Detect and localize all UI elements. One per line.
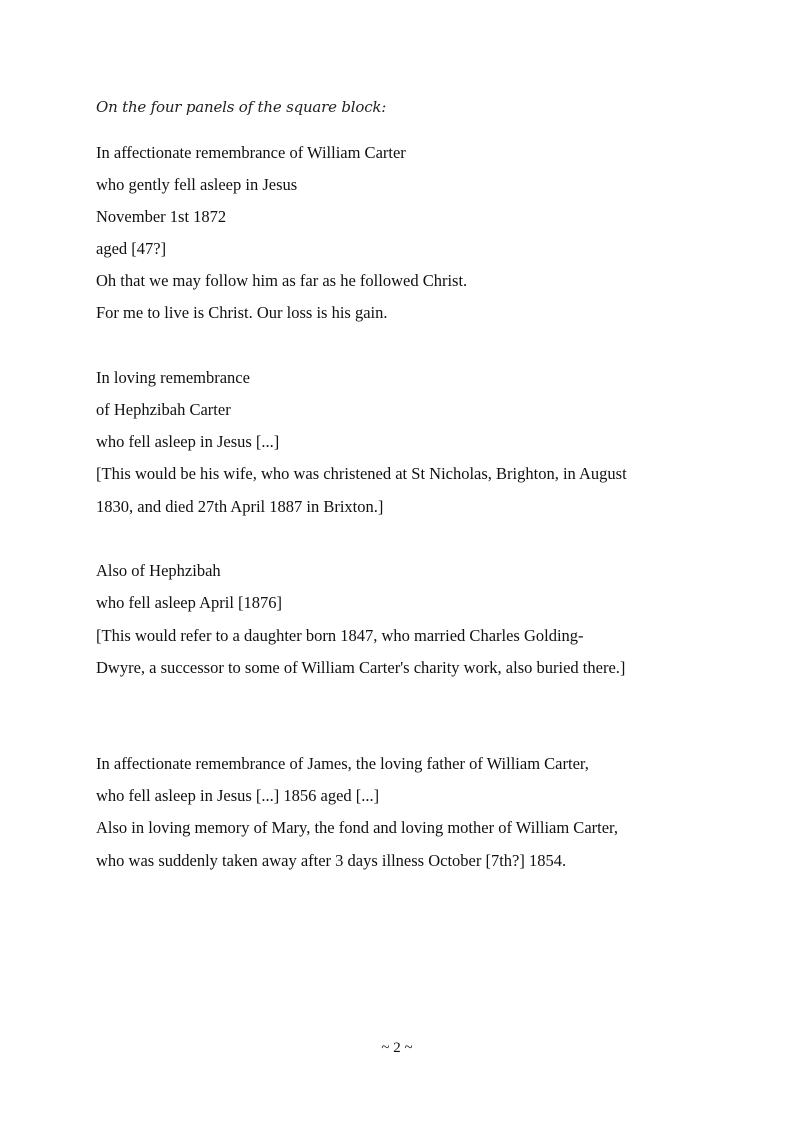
inscription-line: In affectionate remembrance of William Carter xyxy=(96,143,406,162)
inscription-line: of Hephzibah Carter xyxy=(96,400,231,419)
inscription-line: who fell asleep in Jesus [...] 1856 aged [...] xyxy=(96,786,380,805)
inscription-line: Also in loving memory of Mary, the fond and loving mother of William Carter, xyxy=(96,818,618,837)
inscription-line: who was suddenly taken away after 3 days illness October [7th?] 1854. xyxy=(96,851,567,870)
inscription-line: In loving remembrance xyxy=(96,368,250,387)
inscription-line: who fell asleep in Jesus [...] xyxy=(96,432,280,451)
editor-note: 1830, and died 27th April 1887 in Brixton.] xyxy=(96,497,384,516)
inscription-line: For me to live is Christ. Our loss is his gain. xyxy=(96,303,388,322)
inscription-line: who fell asleep April [1876] xyxy=(96,593,283,612)
inscription-line: November 1st 1872 xyxy=(96,207,227,226)
page-number: ~ 2 ~ xyxy=(381,1040,413,1056)
inscription-line: Oh that we may follow him as far as he followed Christ. xyxy=(96,271,468,290)
inscription-line: who gently fell asleep in Jesus xyxy=(96,175,298,194)
inscription-line: aged [47?] xyxy=(96,239,167,258)
editor-note: Dwyre, a successor to some of William Carter's charity work, also buried there.] xyxy=(96,658,626,677)
inscription-line: Also of Hephzibah xyxy=(96,561,221,580)
editor-note: [This would refer to a daughter born 1847, who married Charles Golding- xyxy=(96,626,584,645)
editor-note: [This would be his wife, who was christened at St Nicholas, Brighton, in August xyxy=(96,464,627,483)
intro-caption: On the four panels of the square block: xyxy=(96,98,387,116)
inscription-line: In affectionate remembrance of James, the loving father of William Carter, xyxy=(96,754,589,773)
